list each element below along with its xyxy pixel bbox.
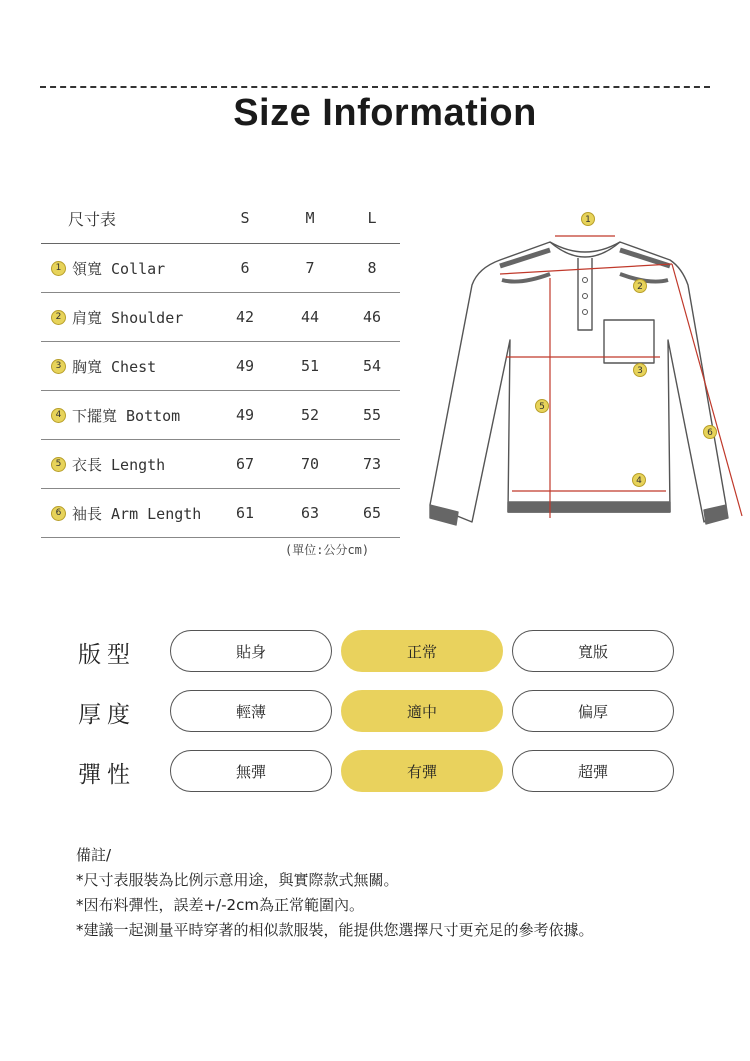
- number-badge: 4: [51, 408, 66, 423]
- option-stretch[interactable]: 有彈: [341, 750, 503, 792]
- value-s: 6: [240, 259, 250, 277]
- number-badge: 1: [51, 261, 66, 276]
- option-regular[interactable]: 正常: [341, 630, 503, 672]
- header-m: M: [305, 209, 315, 227]
- notes: [76, 843, 594, 943]
- value-m: 51: [300, 357, 320, 375]
- table-row: [41, 489, 400, 538]
- value-l: 73: [362, 455, 382, 473]
- value-l: 65: [362, 504, 382, 522]
- value-l: 46: [362, 308, 382, 326]
- value-s: 42: [235, 308, 255, 326]
- value-m: 63: [300, 504, 320, 522]
- value-l: 8: [367, 259, 377, 277]
- attr-row-fit: [78, 630, 678, 674]
- row-label: 袖長 Arm Length: [72, 504, 202, 523]
- marker-1: 1: [585, 215, 591, 225]
- attr-label-thickness: 厚度: [78, 701, 136, 728]
- note-line: *因布料彈性，誤差+/-2cm為正常範圍內。: [76, 896, 364, 914]
- hem-band: [508, 502, 670, 512]
- table-row: [41, 293, 400, 342]
- marker-6: 6: [707, 428, 713, 438]
- number-badge: 6: [51, 506, 66, 521]
- page-title: Size Information: [233, 92, 537, 134]
- table-row: [41, 244, 400, 293]
- button: [583, 310, 588, 315]
- number-badge: 5: [51, 457, 66, 472]
- size-table: [41, 193, 400, 538]
- attr-label-elasticity: 彈性: [78, 761, 136, 788]
- number-badge: 2: [51, 310, 66, 325]
- value-s: 49: [235, 406, 255, 424]
- header-size-chart: 尺寸表: [68, 209, 117, 229]
- option-no-stretch[interactable]: 無彈: [170, 750, 332, 792]
- marker-4: 4: [636, 476, 642, 486]
- table-row: [41, 440, 400, 489]
- shirt-diagram: [420, 200, 750, 540]
- dashed-divider: [40, 86, 710, 88]
- number-badge: 3: [51, 359, 66, 374]
- right-cuff: [704, 505, 728, 524]
- marker-3: 3: [637, 366, 643, 376]
- row-label: 肩寬 Shoulder: [72, 308, 184, 327]
- option-thick[interactable]: 偏厚: [512, 690, 674, 732]
- marker-2: 2: [637, 282, 643, 292]
- value-l: 55: [362, 406, 382, 424]
- option-fitted[interactable]: 貼身: [170, 630, 332, 672]
- button: [583, 294, 588, 299]
- button: [583, 278, 588, 283]
- note-line: *建議一起測量平時穿著的相似款服裝，能提供您選擇尺寸更充足的參考依據。: [76, 921, 594, 939]
- value-m: 70: [300, 455, 320, 473]
- option-medium[interactable]: 適中: [341, 690, 503, 732]
- attr-row-elasticity: [78, 750, 678, 794]
- value-s: 49: [235, 357, 255, 375]
- note-line: *尺寸表服裝為比例示意用途，與實際款式無關。: [76, 871, 399, 889]
- value-m: 7: [305, 259, 315, 277]
- row-label: 衣長 Length: [72, 455, 166, 474]
- option-loose[interactable]: 寬版: [512, 630, 674, 672]
- value-s: 61: [235, 504, 255, 522]
- left-cuff: [430, 505, 458, 525]
- value-m: 44: [300, 308, 320, 326]
- table-row: [41, 391, 400, 440]
- value-m: 52: [300, 406, 320, 424]
- unit-note: (單位:公分cm): [285, 543, 370, 557]
- table-row: [41, 342, 400, 391]
- option-thin[interactable]: 輕薄: [170, 690, 332, 732]
- row-label: 胸寬 Chest: [72, 357, 157, 376]
- row-label: 領寬 Collar: [72, 259, 166, 278]
- table-header: [41, 193, 400, 244]
- option-super-stretch[interactable]: 超彈: [512, 750, 674, 792]
- marker-5: 5: [539, 402, 545, 412]
- collar-outline: [550, 242, 620, 257]
- attr-label-fit: 版型: [78, 641, 136, 668]
- value-l: 54: [362, 357, 382, 375]
- attr-row-thickness: [78, 690, 678, 734]
- row-label: 下擺寬 Bottom: [72, 406, 181, 425]
- header-s: S: [240, 209, 250, 227]
- arm-measure: [672, 264, 742, 516]
- shoulder-measure: [500, 264, 672, 274]
- header-l: L: [367, 209, 377, 227]
- notes-heading: 備註/: [76, 846, 112, 864]
- value-s: 67: [235, 455, 255, 473]
